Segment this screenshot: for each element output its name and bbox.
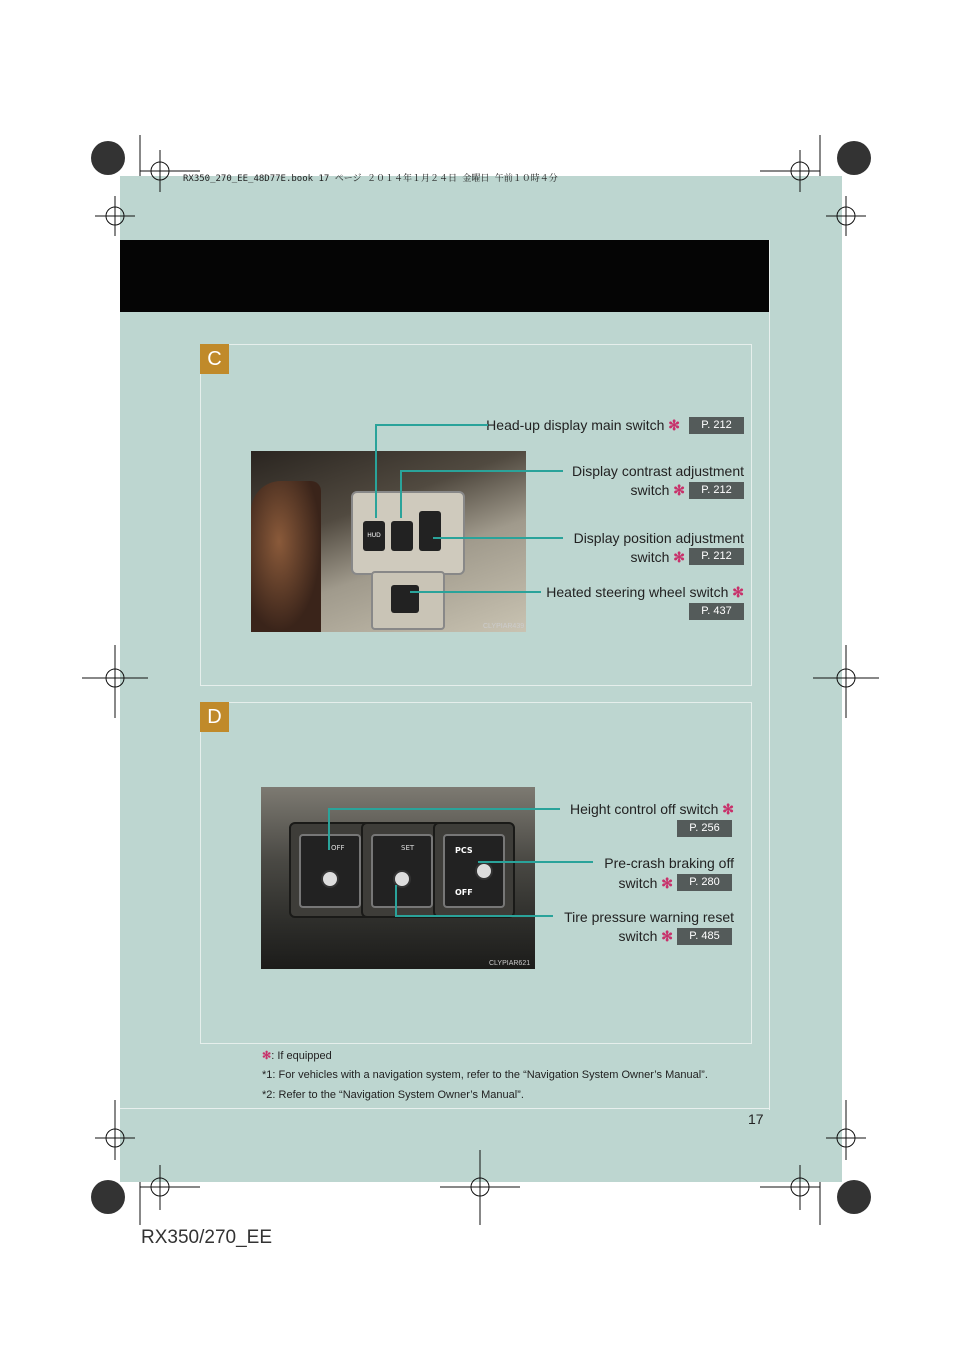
label-text: switch bbox=[630, 482, 670, 498]
photo-code-c: CLYPIAR439 bbox=[483, 623, 525, 630]
color-target-marks bbox=[91, 141, 871, 1214]
footnote-text: : If equipped bbox=[271, 1050, 332, 1062]
label-text: switch bbox=[618, 928, 658, 944]
pcs-off-text: OFF bbox=[455, 888, 473, 897]
footnote-text: : For vehicles with a navigation system, refer to the “Navigation System Owner’s Manual”. bbox=[272, 1069, 708, 1081]
page-number: 17 bbox=[748, 1111, 764, 1127]
leader-line-height-control bbox=[329, 809, 560, 850]
pcs-text: PCS bbox=[455, 846, 473, 855]
registration-marks bbox=[82, 135, 879, 1225]
label-text: Heated steering wheel switch bbox=[546, 584, 729, 600]
ref-badge-heated-wheel: P. 437 bbox=[689, 603, 744, 620]
hud-button: HUD bbox=[363, 521, 385, 551]
section-c-letter: C bbox=[200, 344, 229, 374]
footnote-if-equipped bbox=[262, 1049, 332, 1062]
if-equipped-mark: ✻ bbox=[673, 549, 685, 565]
section-d-letter: D bbox=[200, 702, 229, 732]
set-text: SET bbox=[401, 844, 415, 852]
off-text: OFF bbox=[331, 844, 345, 852]
leader-line-contrast bbox=[401, 471, 563, 518]
footnote-1 bbox=[262, 1069, 762, 1081]
leader-line-tire-pressure bbox=[396, 885, 553, 916]
label-text: Tire pressure warning reset bbox=[564, 909, 734, 925]
label-text: Display contrast adjustment bbox=[572, 463, 744, 479]
if-equipped-mark: ✻ bbox=[722, 801, 734, 817]
ref-badge-contrast: P. 212 bbox=[689, 482, 744, 499]
label-text: switch bbox=[630, 549, 670, 565]
label-text: Height control off switch bbox=[570, 801, 719, 817]
photo-code-d: CLYPIAR621 bbox=[489, 960, 531, 967]
footnote-2 bbox=[262, 1089, 524, 1101]
if-equipped-mark: ✻ bbox=[661, 928, 673, 944]
if-equipped-mark: ✻ bbox=[661, 875, 673, 891]
ref-badge-tire-pressure: P. 485 bbox=[677, 928, 732, 945]
book-info-header: RX350_270_EE_48D77E.book 17 ページ ２０１４年１月２４日 金曜日 午前１０時４分 bbox=[183, 174, 558, 184]
footnote-mark: *1 bbox=[262, 1069, 273, 1081]
footnote-mark: *2 bbox=[262, 1089, 273, 1101]
label-text: Display position adjustment bbox=[573, 530, 744, 546]
target-disc bbox=[91, 141, 125, 175]
target-disc bbox=[837, 141, 871, 175]
model-code: RX350/270_EE bbox=[141, 1227, 272, 1248]
target-disc bbox=[91, 1180, 125, 1214]
ref-badge-height-control: P. 256 bbox=[677, 820, 732, 837]
footnote-text: : Refer to the “Navigation System Owner’s Manual”. bbox=[272, 1089, 524, 1101]
ref-badge-position: P. 212 bbox=[689, 548, 744, 565]
label-text: switch bbox=[618, 875, 658, 891]
target-disc bbox=[837, 1180, 871, 1214]
if-equipped-mark: ✻ bbox=[668, 417, 680, 433]
leader-lines bbox=[329, 425, 593, 916]
label-text: Head-up display main switch bbox=[486, 417, 665, 433]
ref-badge-hud-main: P. 212 bbox=[689, 417, 744, 434]
if-equipped-mark: ✻ bbox=[732, 584, 744, 600]
if-equipped-mark: ✻ bbox=[673, 482, 685, 498]
footnote-mark: ✻ bbox=[262, 1050, 272, 1062]
ref-badge-pre-crash: P. 280 bbox=[677, 874, 732, 891]
label-text: Pre-crash braking off bbox=[604, 855, 734, 871]
